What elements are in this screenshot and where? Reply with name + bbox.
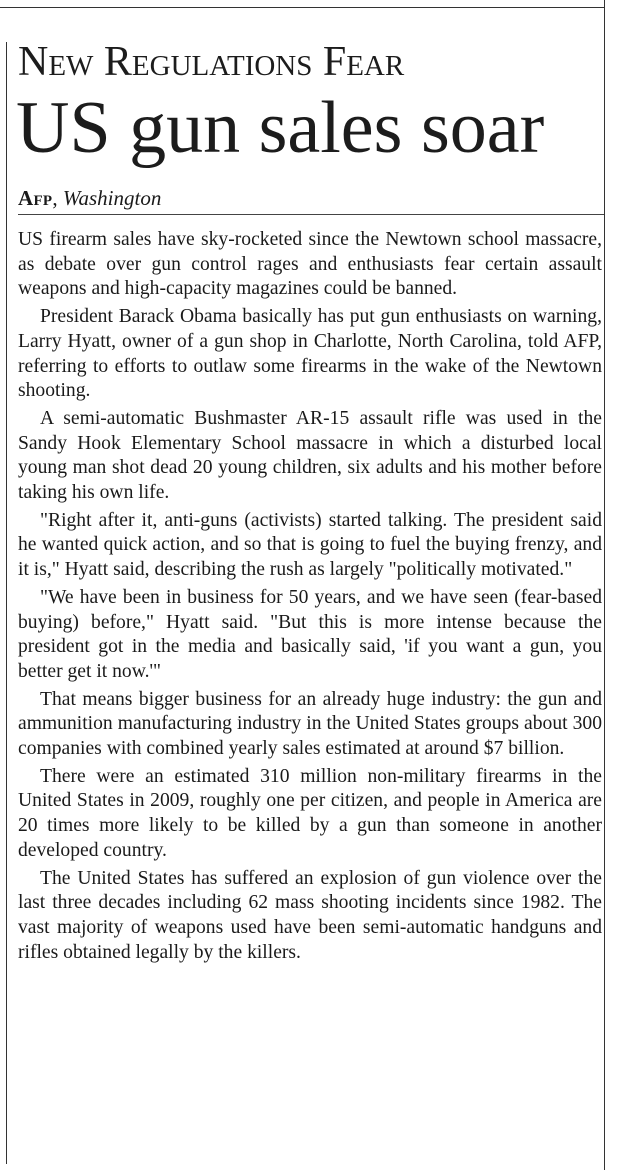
article-body	[18, 228, 602, 965]
main-headline: US gun sales soar	[16, 87, 545, 169]
article-paragraph: The United States has suffered an explosion of gun violence over the last three decades including 62 mass shooting incidents since 1982. The vast majority of weapons used have been semi-automatic handguns and rifles obtained legally by the killers.	[18, 867, 602, 963]
dateline	[18, 184, 161, 212]
article-paragraph: A semi-automatic Bushmaster AR-15 assault rifle was used in the Sandy Hook Elementary School massacre in which a disturbed local young man shot dead 20 young children, six adults and his mother before taking his own life.	[18, 407, 602, 504]
article-paragraph: "Right after it, anti-guns (activists) started talking. The president said he wanted quick action, and so that is going to fuel the buying frenzy, and it is," Hyatt said, describing the rush as largely "politically motivated."	[18, 509, 602, 581]
news-agency: Afp	[18, 186, 53, 210]
dateline-city: Washington	[62, 186, 162, 210]
kicker-headline: New Regulations Fear	[18, 39, 405, 85]
article-paragraph: There were an estimated 310 million non-military firearms in the United States in 2009, roughly one per citizen, and people in America are 20 times more likely to be killed by a gun than someone in another developed country.	[18, 765, 602, 861]
article-paragraph: President Barack Obama basically has put gun enthusiasts on warning, Larry Hyatt, owner of a gun shop in Charlotte, North Carolina, told AFP, referring to efforts to outlaw some firearms in the wake of the Newtown shooting.	[18, 306, 602, 402]
left-border-rule	[6, 42, 7, 1164]
byline-rule	[18, 214, 604, 215]
article-paragraph: US firearm sales have sky-rocketed since the Newtown school massacre, as debate over gun control rages and enthusiasts fear certain assault weapons and high-capacity magazines could be banned.	[18, 229, 602, 300]
article-paragraph: That means bigger business for an already huge industry: the gun and ammunition manufacturing industry in the United States groups about 300 companies with combined yearly sales estimated at around $7 billion.	[18, 688, 602, 760]
dateline-separator: ,	[52, 186, 63, 210]
article-paragraph: "We have been in business for 50 years, and we have seen (fear-based buying) before," Hyatt said. "But this is more intense because the president got in the media and basically said, 'if you want a gun, you better get it now.'"	[18, 586, 602, 682]
right-border-rule	[604, 0, 605, 1170]
top-border-rule	[0, 7, 604, 8]
